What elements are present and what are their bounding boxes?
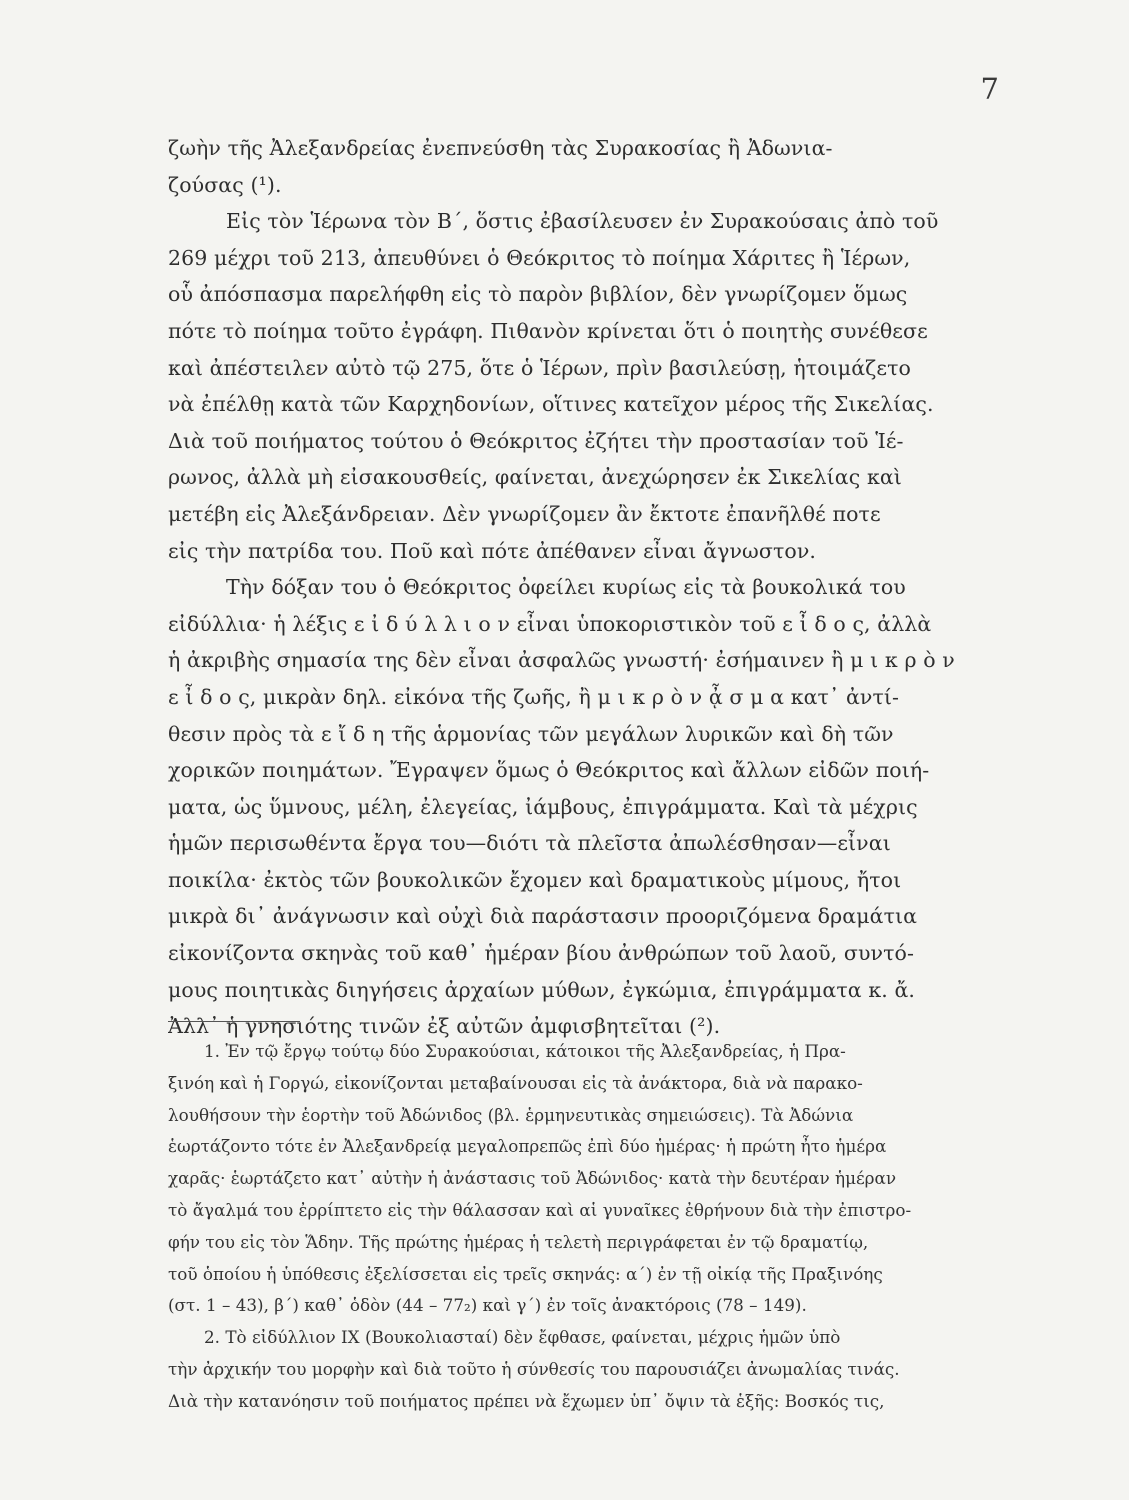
body-line: νὰ ἐπέλθῃ κατὰ τῶν Καρχηδονίων, οἵτινες κατεῖχον μέρος τῆς Σικελίας. bbox=[168, 392, 934, 417]
footnote-line: τοῦ ὁποίου ἡ ὑπόθεσις ἐξελίσσεται εἰς τρεῖς σκηνάς: α΄) ἐν τῇ οἰκίᾳ τῆς Πραξινόης bbox=[168, 1263, 883, 1284]
footnote-line: ξινόη καὶ ἡ Γοργώ, εἰκονίζονται μεταβαίνουσαι εἰς τὰ ἀνάκτορα, διὰ νὰ παρακο- bbox=[168, 1072, 863, 1093]
footnote-line: Διὰ τὴν κατανόησιν τοῦ ποιήματος πρέπει νὰ ἔχωμεν ὑπ᾽ ὄψιν τὰ ἑξῆς: Βοσκός τις, bbox=[168, 1390, 885, 1411]
footnote-line: χαρᾶς· ἑωρτάζετο κατ᾽ αὐτὴν ἡ ἀνάστασις τοῦ Ἀδώνιδος· κατὰ τὴν δευτέραν ἡμέραν bbox=[168, 1168, 897, 1189]
body-line: εἰκονίζοντα σκηνὰς τοῦ καθ᾽ ἡμέραν βίου ἀνθρώπων τοῦ λαοῦ, συντό- bbox=[168, 941, 915, 966]
footnote-line: τὴν ἀρχικήν του μορφὴν καὶ διὰ τοῦτο ἡ σύνθεσίς του παρουσιάζει ἀνωμαλίας τινάς. bbox=[168, 1358, 900, 1379]
body-line: μικρὰ δι᾽ ἀνάγνωσιν καὶ οὐχὶ διὰ παράστασιν προοριζόμενα δραμάτια bbox=[168, 904, 918, 929]
body-line: πότε τὸ ποίημα τοῦτο ἐγράφη. Πιθανὸν κρίνεται ὅτι ὁ ποιητὴς συνέθεσε bbox=[168, 318, 928, 343]
body-line: ε ἶ δ ο ς, μικρὰν δηλ. εἰκόνα τῆς ζωῆς, ἢ μ ι κ ρ ὸ ν ᾆ σ μ α κατ᾽ ἀντί- bbox=[168, 684, 900, 709]
body-line: Εἰς τὸν Ἱέρωνα τὸν Β΄, ὅστις ἐβασίλευσεν ἐν Συρακούσαις ἀπὸ τοῦ bbox=[226, 209, 939, 234]
body-text bbox=[168, 130, 1000, 1045]
page-number: 7 bbox=[980, 72, 999, 106]
footnote-line: (στ. 1 – 43), β΄) καθ᾽ ὁδὸν (44 – 77₂) καὶ γ΄) ἐν τοῖς ἀνακτόροις (78 – 149). bbox=[168, 1295, 807, 1316]
body-line: χορικῶν ποιημάτων. Ἔγραψεν ὅμως ὁ Θεόκριτος καὶ ἄλλων εἰδῶν ποιή- bbox=[168, 758, 930, 783]
body-line: Τὴν δόξαν του ὁ Θεόκριτος ὀφείλει κυρίως εἰς τὰ βουκολικά του bbox=[226, 575, 906, 600]
body-line: καὶ ἀπέστειλεν αὐτὸ τῷ 275, ὅτε ὁ Ἱέρων, πρὶν βασιλεύσῃ, ἡτοιμάζετο bbox=[168, 355, 911, 380]
footnote-line: ἑωρτάζοντο τότε ἐν Ἀλεξανδρείᾳ μεγαλοπρεπῶς ἐπὶ δύο ἡμέρας· ἡ πρώτη ἦτο ἡμέρα bbox=[168, 1136, 887, 1157]
body-line: ποικίλα· ἐκτὸς τῶν βουκολικῶν ἔχομεν καὶ δραματικοὺς μίμους, ἤτοι bbox=[168, 867, 902, 892]
body-line: ἡ ἀκριβὴς σημασία της δὲν εἶναι ἀσφαλῶς γνωστή· ἐσήμαινεν ἢ μ ι κ ρ ὸ ν bbox=[168, 648, 955, 673]
body-line: εἰς τὴν πατρίδα του. Ποῦ καὶ πότε ἀπέθανεν εἶναι ἄγνωστον. bbox=[168, 538, 817, 563]
body-line: μετέβη εἰς Ἀλεξάνδρειαν. Δὲν γνωρίζομεν ἂν ἔκτοτε ἐπανῆλθέ ποτε bbox=[168, 501, 881, 526]
body-line: μους ποιητικὰς διηγήσεις ἀρχαίων μύθων, ἐγκώμια, ἐπιγράμματα κ. ἄ. bbox=[168, 977, 916, 1002]
body-line: Διὰ τοῦ ποιήματος τούτου ὁ Θεόκριτος ἐζήτει τὴν προστασίαν τοῦ Ἱέ- bbox=[168, 428, 904, 453]
body-line: ζούσας (¹). bbox=[168, 172, 282, 197]
footnote-line: τὸ ἄγαλμά του ἐρρίπτετο εἰς τὴν θάλασσαν καὶ αἱ γυναῖκες ἐθρήνουν διὰ τὴν ἐπιστρο- bbox=[168, 1199, 912, 1220]
footnote-line: 1. Ἐν τῷ ἔργῳ τούτῳ δύο Συρακούσιαι, κάτοικοι τῆς Ἀλεξανδρείας, ἡ Πρα- bbox=[204, 1041, 846, 1061]
body-line: οὗ ἀπόσπασμα παρελήφθη εἰς τὸ παρὸν βιβλίον, δὲν γνωρίζομεν ὅμως bbox=[168, 282, 908, 307]
footnotes bbox=[168, 1036, 1000, 1418]
footnote-line: φήν του εἰς τὸν Ἅδην. Τῆς πρώτης ἡμέρας ἡ τελετὴ περιγράφεται ἐν τῷ δραματίῳ, bbox=[168, 1231, 869, 1252]
body-line: θεσιν πρὸς τὰ ε ἴ δ η τῆς ἁρμονίας τῶν μεγάλων λυρικῶν καὶ δὴ τῶν bbox=[168, 721, 894, 746]
footnote-separator bbox=[168, 1021, 300, 1022]
body-line: εἰδύλλια· ἡ λέξις ε ἰ δ ύ λ λ ι ο ν εἶναι ὑποκοριστικὸν τοῦ ε ἶ δ ο ς, ἀλλὰ bbox=[168, 611, 932, 636]
body-line: ματα, ὡς ὕμνους, μέλη, ἐλεγείας, ἰάμβους, ἐπιγράμματα. Καὶ τὰ μέχρις bbox=[168, 794, 918, 819]
body-line: 269 μέχρι τοῦ 213, ἀπευθύνει ὁ Θεόκριτος τὸ ποίημα Χάριτες ἢ Ἱέρων, bbox=[168, 245, 911, 270]
body-line: ρωνος, ἀλλὰ μὴ εἰσακουσθείς, φαίνεται, ἀνεχώρησεν ἐκ Σικελίας καὶ bbox=[168, 465, 902, 490]
footnote-line: 2. Τὸ εἰδύλλιον IX (Βουκολιασταί) δὲν ἔφθασε, φαίνεται, μέχρις ἡμῶν ὑπὸ bbox=[204, 1327, 841, 1348]
footnote-line: λουθήσουν τὴν ἑορτὴν τοῦ Ἀδώνιδος (βλ. ἑρμηνευτικὰς σημειώσεις). Τὰ Ἀδώνια bbox=[168, 1104, 854, 1125]
body-line: ἡμῶν περισωθέντα ἔργα του—διότι τὰ πλεῖστα ἀπωλέσθησαν—εἶναι bbox=[168, 831, 891, 856]
body-line: Ἀλλ᾽ ἡ γνησιότης τινῶν ἐξ αὐτῶν ἀμφισβητεῖται (²). bbox=[168, 1014, 721, 1039]
body-line: ζωὴν τῆς Ἀλεξανδρείας ἐνεπνεύσθη τὰς Συρακοσίας ἢ Ἀδωνια- bbox=[168, 136, 833, 160]
